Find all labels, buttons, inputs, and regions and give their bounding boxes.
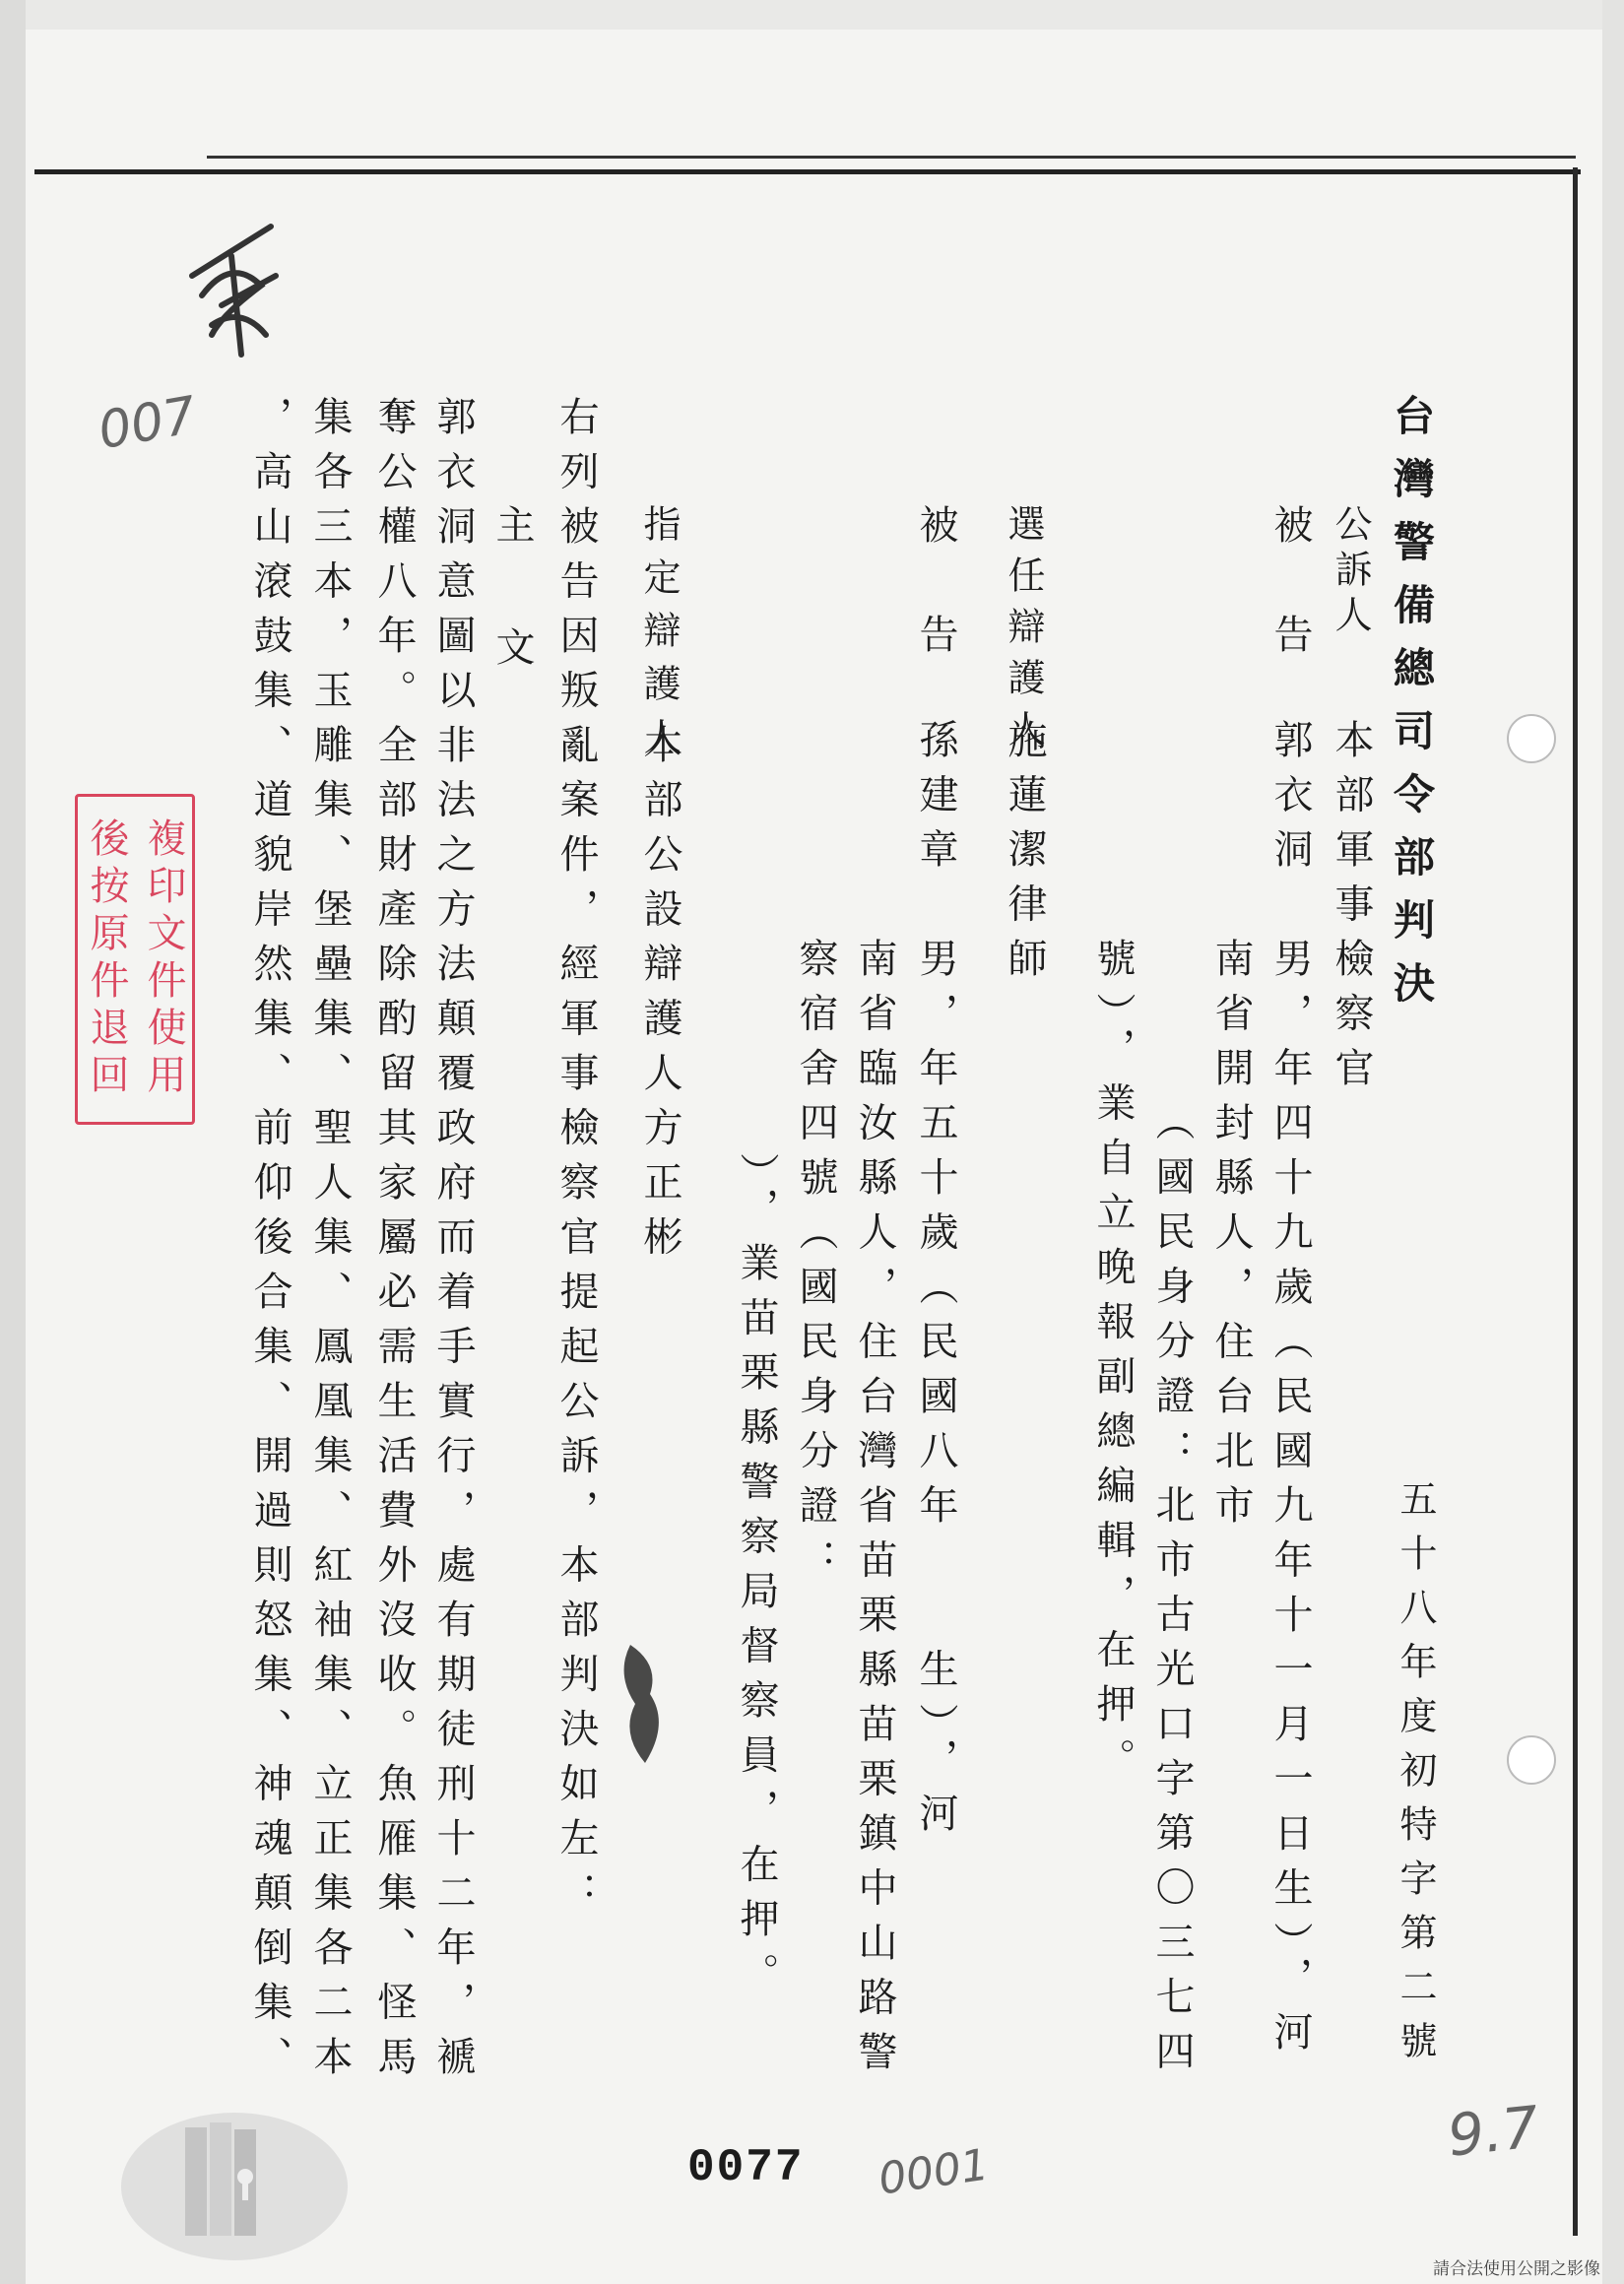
scan-edge-right [1602, 0, 1624, 2284]
retained-counsel-name: 施蓮潔律師 [1002, 719, 1047, 993]
margin-number: 007 [94, 385, 201, 462]
body-line-2: 郭衣洞意圖以非法之方法顛覆政府而着手實行，處有期徒刑十二年，褫 [430, 396, 476, 2091]
stamp-line-2: 後按原件退回 [84, 817, 129, 1101]
handwritten-page-number: 0001 [875, 2139, 992, 2205]
body-line-4: 集各三本，玉雕集、堡壘集、聖人集、鳳凰集、紅袖集、立正集各二本 [307, 396, 353, 2091]
stamp-line-1: 複印文件使用 [141, 817, 186, 1101]
defendant1-line2: 南省開封縣人，住台北市 [1208, 938, 1254, 1539]
appointed-counsel-name: 本部公設辯護人方正彬 [637, 724, 682, 1271]
toner-smudge [611, 1635, 680, 1773]
case-number: 五十八年度初特字第二號 [1394, 1479, 1437, 2075]
red-stamp [75, 794, 195, 1125]
defendant2-label: 被 告 [913, 504, 958, 669]
defendant2-line4: ），業苗栗縣警察局督察員，在押。 [734, 1152, 779, 2007]
footer-notice: 請合法使用公開之影像 [1433, 2259, 1600, 2279]
body-intro: 右列被告因叛亂案件，經軍事檢察官提起公訴，本部判決如左： [553, 396, 599, 1926]
prosecutor-label: 公訴人 [1329, 504, 1372, 640]
retained-counsel-label: 選任辯護人 [1002, 504, 1045, 760]
frame-line-top [34, 169, 1581, 174]
body-line-5: ，高山滾鼓集、道貌岸然集、前仰後合集、開過則怒集、神魂顛倒集、 [247, 396, 292, 2091]
page-number: 0077 [687, 2142, 805, 2193]
punch-hole-upper [1507, 714, 1556, 763]
main-heading: 主 文 [489, 504, 535, 687]
scan-edge-top [0, 0, 1624, 30]
defendant1-line1: 郭衣洞 男，年四十九歲（民國九年十一月一日生），河 [1267, 719, 1313, 2066]
defendant1-line4: 號），業自立晚報副總編輯，在押。 [1090, 938, 1136, 1793]
defendant1-label: 被 告 [1267, 504, 1313, 669]
defendant1-line3: （國民身分證：北市古光口字第〇三七四 [1149, 1101, 1195, 2085]
corner-mark: 9.7 [1444, 2093, 1542, 2170]
defendant2-line1: 孫建章 男，年五十歲（民國八年 生），河 [913, 719, 958, 1848]
scan-edge-left [0, 0, 26, 2284]
defendant2-line2: 南省臨汝縣人，住台灣省苗栗縣苗栗鎮中山路警 [852, 938, 897, 2086]
frame-line-top-inner [207, 156, 1576, 159]
appointed-counsel-label: 指定辯護人 [637, 504, 681, 770]
prosecutor-name: 本部軍事檢察官 [1329, 719, 1374, 1102]
punch-hole-lower [1507, 1735, 1556, 1785]
handwritten-signature-icon [182, 217, 291, 364]
frame-line-right [1573, 167, 1578, 2236]
archive-watermark-icon [116, 2068, 353, 2265]
body-line-3: 奪公權八年。全部財產除酌留其家屬必需生活費外沒收。魚雁集、怪馬 [371, 396, 417, 2091]
document-title: 台灣警備總司令部判決 [1388, 394, 1436, 1024]
defendant2-line3: 察宿舍四號（國民身分證： [793, 938, 838, 1594]
